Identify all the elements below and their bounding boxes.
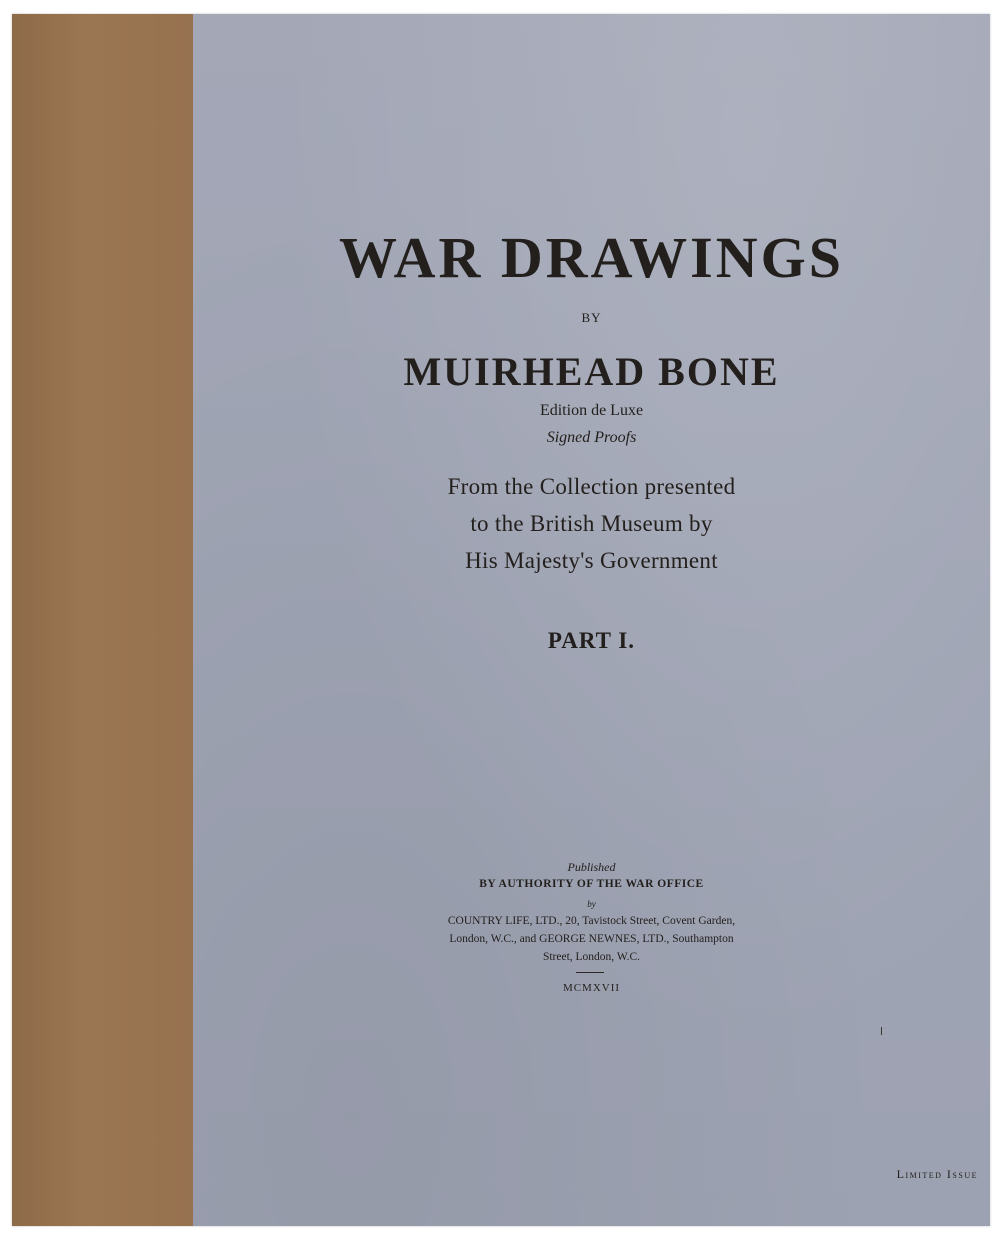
address-line: COUNTRY LIFE, LTD., 20, Tavistock Street, Covent Garden, bbox=[447, 915, 736, 927]
imprint-published: Published bbox=[567, 860, 616, 874]
imprint-authority: BY AUTHORITY OF THE WAR OFFICE bbox=[479, 878, 704, 890]
cover-title: WAR DRAWINGS bbox=[339, 225, 844, 290]
limited-issue-label: Limited Issue bbox=[896, 1167, 978, 1181]
imprint-divider bbox=[576, 972, 604, 973]
cover-by: BY bbox=[581, 310, 602, 325]
imprint-by: by bbox=[587, 899, 596, 909]
book-cover bbox=[12, 14, 990, 1226]
cover-author: MUIRHEAD BONE bbox=[403, 349, 780, 394]
address-line: London, W.C., and GEORGE NEWNES, LTD., Southampton bbox=[449, 933, 734, 945]
cover-panel bbox=[193, 14, 990, 1226]
imprint-address bbox=[193, 912, 990, 966]
cover-collection-statement bbox=[193, 468, 990, 579]
cover-edition: Edition de Luxe bbox=[539, 402, 644, 419]
collection-line: From the Collection presented bbox=[447, 474, 736, 499]
cover-part: PART I. bbox=[547, 628, 636, 653]
paper-mark bbox=[881, 1027, 882, 1035]
cover-signed-proofs: Signed Proofs bbox=[546, 429, 637, 446]
collection-line: to the British Museum by bbox=[470, 511, 713, 536]
cover-spine bbox=[12, 14, 193, 1226]
collection-line: His Majesty's Government bbox=[465, 548, 718, 573]
address-line: Street, London, W.C. bbox=[542, 951, 641, 963]
imprint-year: MCMXVII bbox=[562, 982, 621, 994]
